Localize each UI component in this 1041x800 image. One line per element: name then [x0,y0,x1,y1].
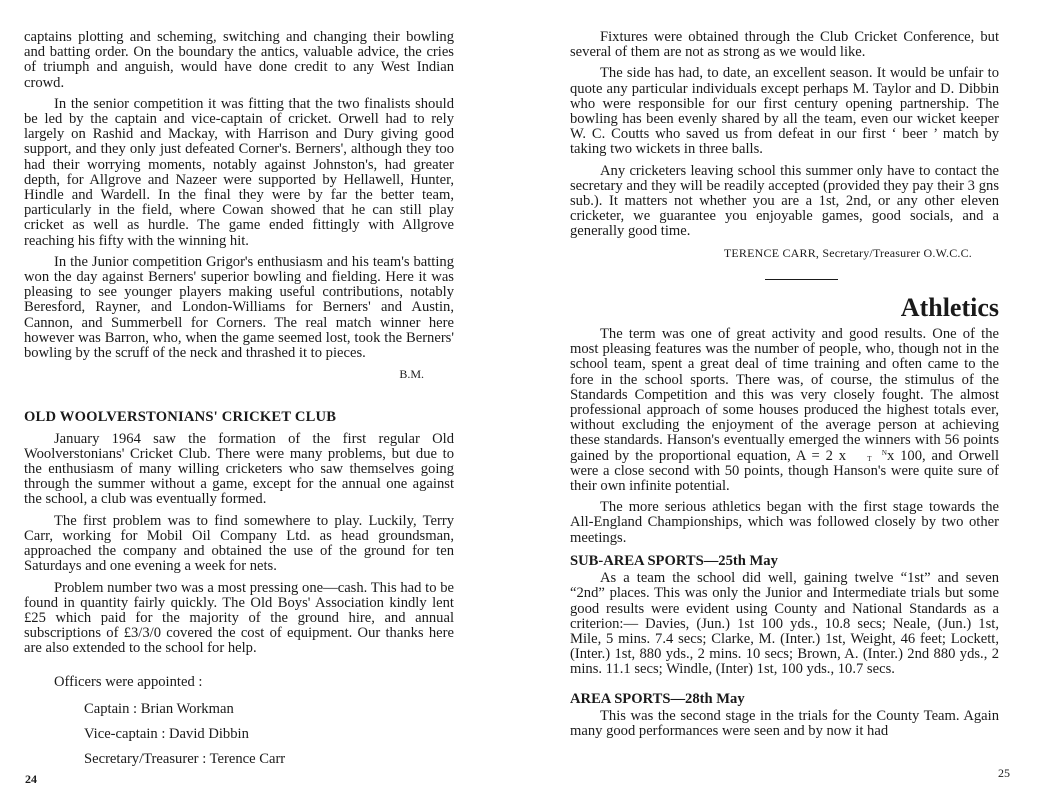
subsection-heading: AREA SPORTS—28th May [570,690,745,707]
section-divider [765,279,838,280]
subsection-heading: SUB-AREA SPORTS—25th May [570,552,778,569]
paragraph: Any cricketers leaving school this summer only have to contact the secretary and they will be readily accepted (provided they pay their 3 gns sub.). It matters not whether you are a 1st, 2nd, or any other eleven cricketer, we guarantee you enjoyable games, good socials, and a generally good time. [570,162,999,240]
officer-secretary: Secretary/Treasurer : Terence Carr [84,751,286,768]
fraction-numerator: N [881,449,887,458]
paragraph: This was the second stage in the trials for the County Team. Again many good performances were seen and by now it had [570,707,999,739]
athletics-title: Athletics [900,292,999,322]
officer-captain: Captain : Brian Workman [84,700,234,717]
fraction-denominator: T [867,455,872,464]
section-heading: OLD WOOLVERSTONIANS' CRICKET CLUB [24,409,337,426]
paragraph: Problem number two was a most pressing one—cash. This had to be found in quantity fairly quickly. The Old Boys' Association kindly lent £25 which paid for the majority of the ground hire, and annual subscriptions of £3/3/0 covered the cost of equipment. Our thanks here are also extended to the school for help. [24,579,454,657]
text-run: The term was one of great activity and good results. One of the most pleasing features was the number of people, who, though not in the school team, spent a great deal of time training and often came to the fore in the school sports. There was, of course, the stimulus of the Standards Competition and this was very closely fought. The almost professional approach of some houses produced the highest totals ever, without excluding the enjoyment of the average person at achieving these standards. Hanson's eventually emerged the winners with 56 points gained by the proportional equation, A = 2 x [570,326,999,464]
paragraph: The first problem was to find somewhere to play. Luckily, Terry Carr, working for Mobil Oil Company Ltd. as head groundsman, approached the company and obtained the use of the ground for ten Saturdays and one evening a week for nets. [24,512,454,575]
author-signature: B.M. [399,367,424,382]
paragraph: In the senior competition it was fitting that the two finalists should be led by the captain and vice-captain of cricket. Orwell had to rely largely on Rashid and Mackay, with Harrison and Dury giving good support, and they only just defeated Corner's. Berners', although they too had their worrying moments, notably against Johnston's, had greater depth, for Allgrove and Nazeer were supported by Hellawell, Hunter, Hindle and Wardell. In the final they were by far the better team, particularly in the field, where Cowan showed that he can still play cricket as well as hurdle. The game ended fittingly with Allgrove reaching his fifty with the winning hit. [24,95,454,249]
paragraph: captains plotting and scheming, switching and changing their bowling and batting order. On the boundary the antics, valuable advice, the cries of triumph and anguish, would have done credit to any West Indian crowd. [24,29,454,91]
left-column [24,30,454,777]
paragraph: The side has had, to date, an excellent season. It would be unfair to quote any particular individuals except perhaps M. Taylor and D. Dibbin who were responsible for our first century opening partnership. The bowling has been evenly shared by all the team, even our wicket keeper W. C. Coutts who saved us from defeat in our first ‘ beer ’ match by taking two wickets in three balls. [570,65,999,158]
paragraph: In the Junior competition Grigor's enthusiasm and his team's batting won the day against Berners' superior bowling and fielding. Here it was pleasing to see younger players making useful contributions, notably Beresford, Rayner, and London-Williams for Berners' and Austin, Cannon, and Summerbell for Corners. The real match winner here however was Barron, who, when the game seemed lost, took the Berners' bowling by the scruff of the neck and thrashed it to pieces. [24,253,454,362]
page-number: 24 [25,772,37,786]
officer-vice-captain: Vice-captain : David Dibbin [84,725,249,742]
paragraph [570,327,999,494]
left-page [0,0,520,800]
fraction [852,450,887,462]
page-number: 25 [998,766,1010,780]
paragraph: As a team the school did well, gaining twelve “1st” and seven “2nd” places. This was only the Junior and Intermediate trials but some good results were evident using County and National Standards as a criterion:— Davies, (Jun.) 1st 100 yds., 10.8 secs; Neale, (Jun.) 1st, Mile, 5 mins. 7.4 secs; Clarke, M. (Inter.) 1st, Weight, 46 feet; Lockett, (Inter.) 1st, 880 yds., 2 mins. 10 secs; Brown, A. (Inter.) 2nd 880 yds., 2 mins. 11.1 secs; Windle, (Inter) 1st, 100 yds., 10.7 secs. [570,570,999,678]
text-run: x 100, and Orwell were a close second with 50 points, though Hanson's were quite sure of their own infinite potential. [570,447,999,495]
paragraph: The more serious athletics began with the first stage towards the All-England Championships, which was followed closely by two other meetings. [570,499,999,546]
paragraph: January 1964 saw the formation of the first regular Old Woolverstonians' Cricket Club. There were many problems, but due to the enthusiasm of many willing cricketers who saw themselves going through the summer without a game, except for the annual one against the school, a club was eventually formed. [24,430,454,508]
right-page [520,0,1041,800]
author-signature: TERENCE CARR, Secretary/Treasurer O.W.C.C. [723,245,972,260]
officers-intro: Officers were appointed : [54,673,203,690]
right-column [570,30,999,745]
paragraph: Fixtures were obtained through the Club Cricket Conference, but several of them are not as strong as we would like. [570,29,999,61]
officers-list [24,675,454,768]
